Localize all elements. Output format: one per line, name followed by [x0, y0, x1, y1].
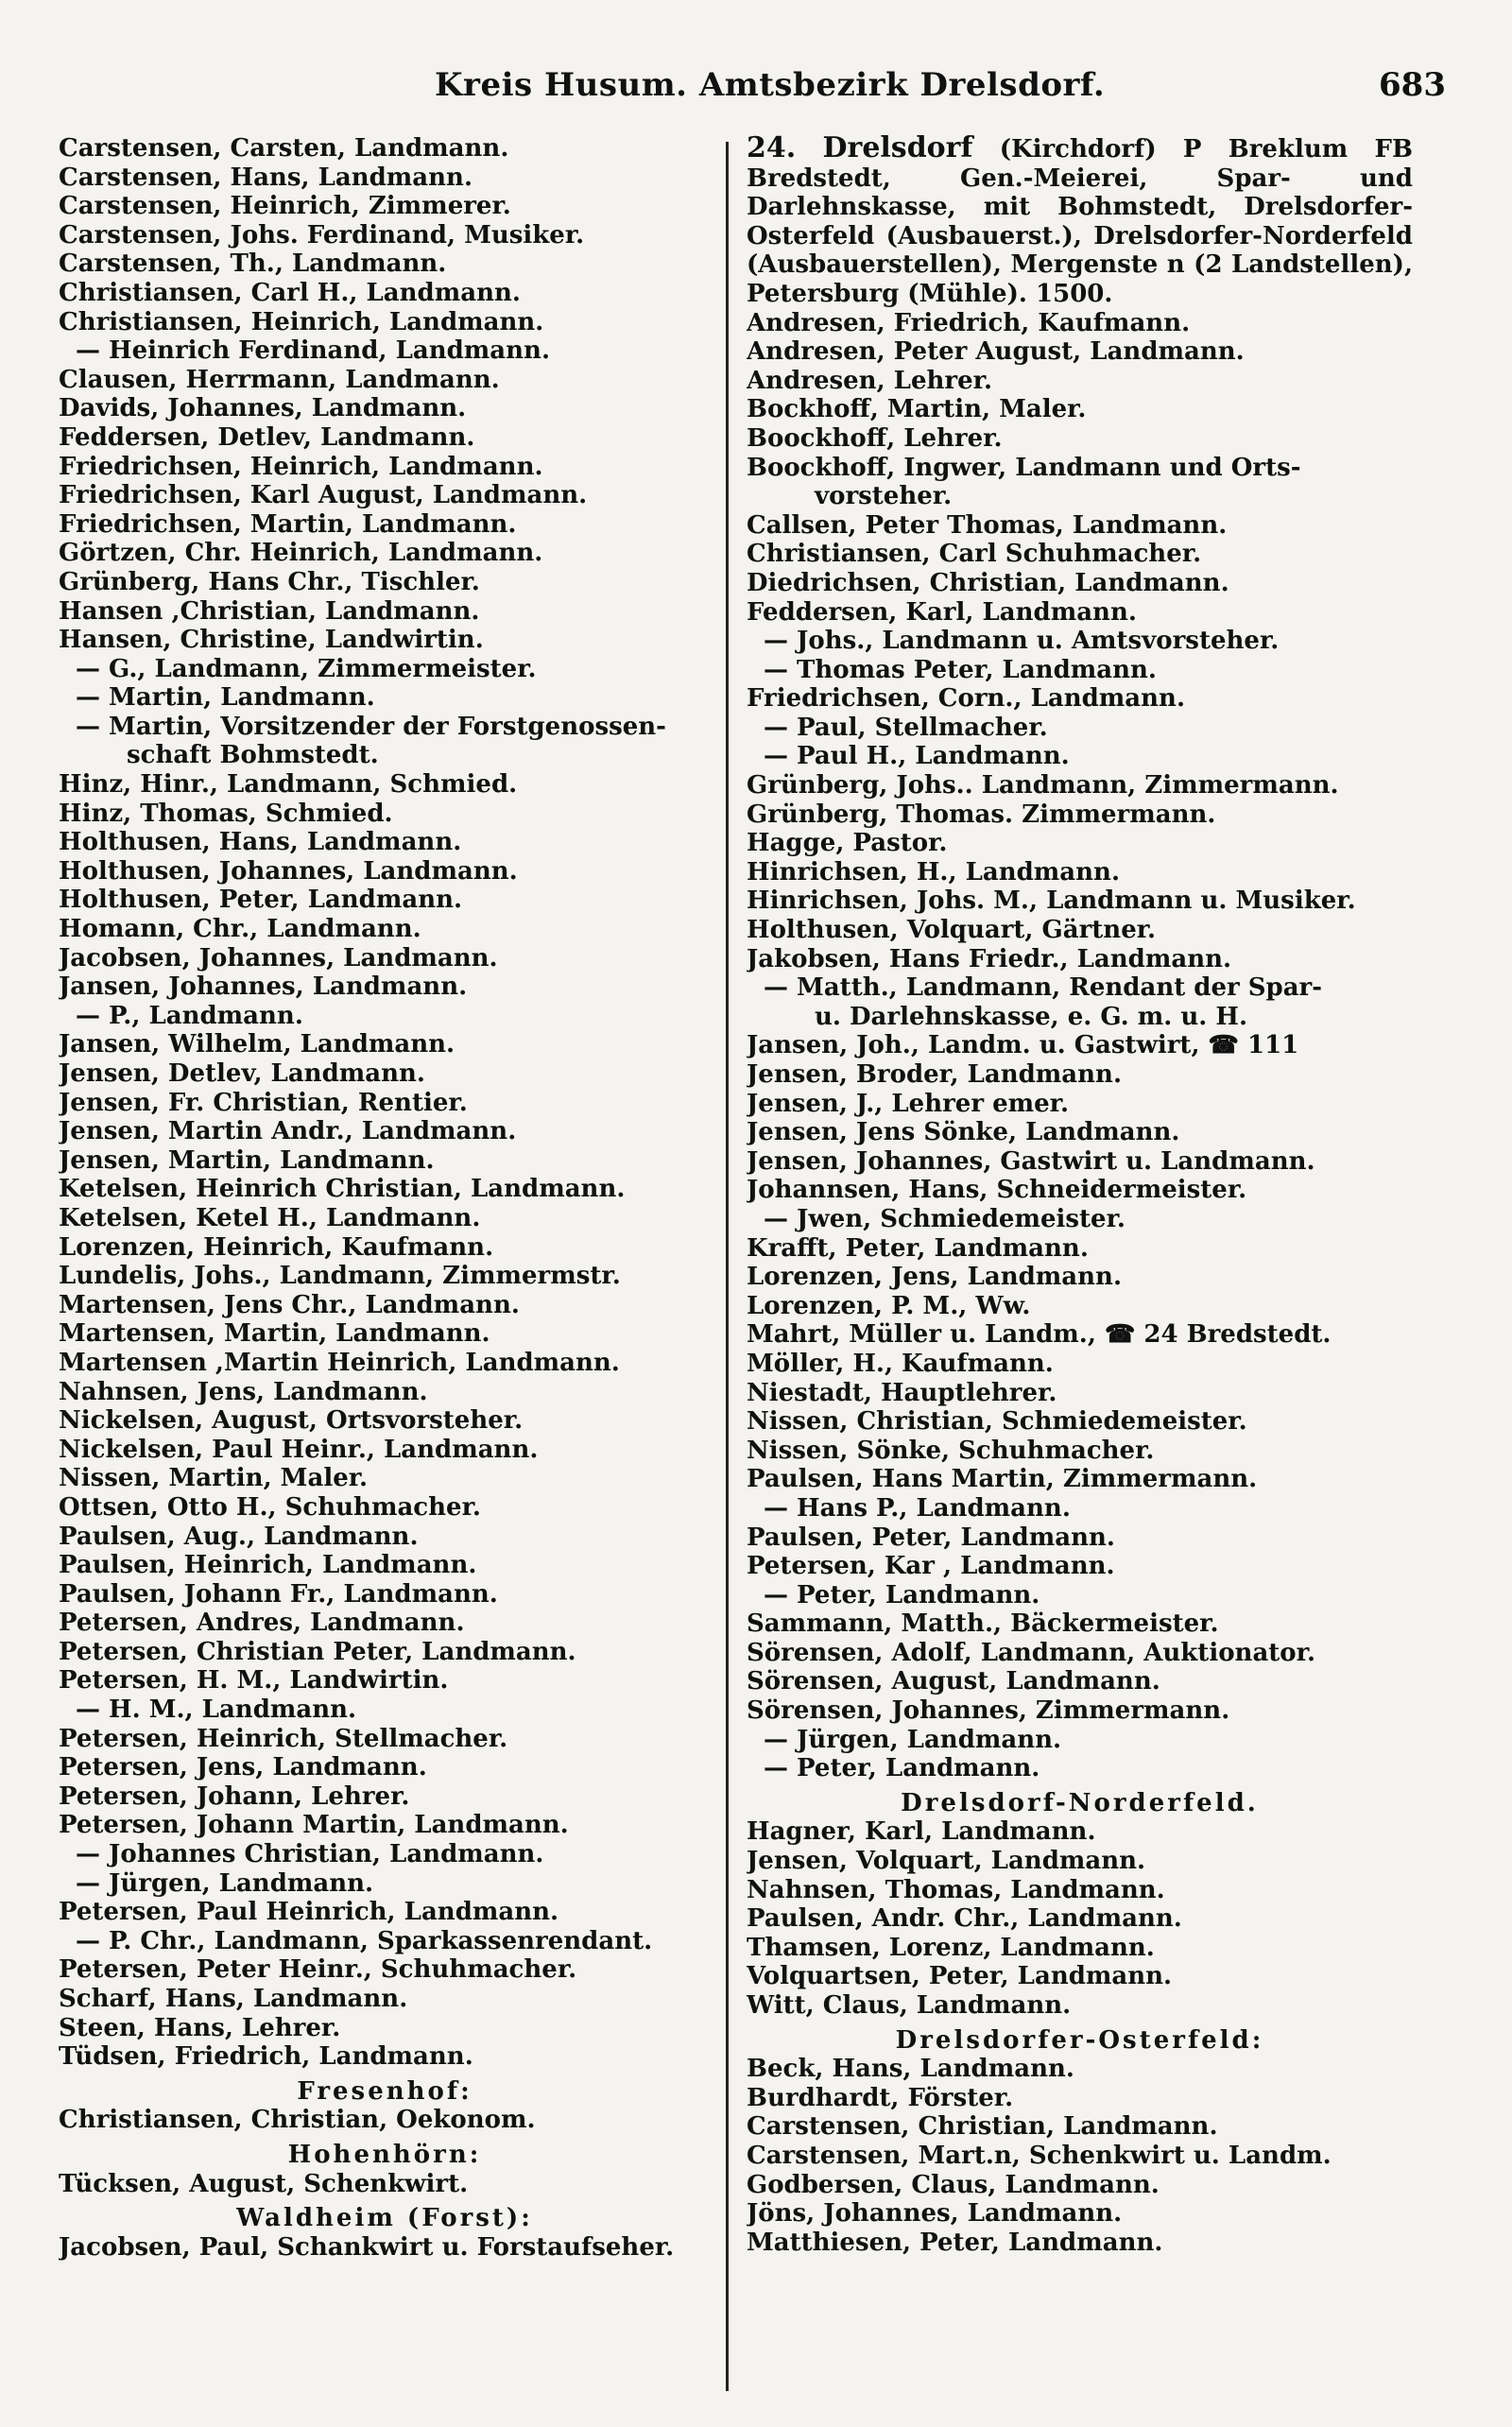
directory-entry: — Martin, Vorsitzender der Forstgenossen-	[76, 712, 666, 741]
page-number: 683	[1379, 66, 1446, 104]
directory-entry: Nissen, Christian, Schmiedemeister.	[747, 1407, 1247, 1437]
directory-entry: Lorenzen, Jens, Landmann.	[747, 1263, 1122, 1292]
directory-entry: Sörensen, August, Landmann.	[747, 1667, 1160, 1696]
directory-entry: Martensen, Martin, Landmann.	[59, 1319, 490, 1349]
directory-entry: Carstensen, Mart.n, Schenkwirt u. Landm.	[747, 2141, 1332, 2170]
column-divider	[726, 142, 729, 2391]
place-entry-intro	[747, 131, 1413, 309]
directory-entry: Scharf, Hans, Landmann.	[59, 1985, 408, 2013]
directory-entry: Carstensen, Th., Landmann.	[59, 250, 447, 279]
directory-entry: Thamsen, Lorenz, Landmann.	[747, 1933, 1155, 1962]
page-header	[57, 59, 1455, 115]
directory-entry: Matthiesen, Peter, Landmann.	[747, 2228, 1163, 2257]
directory-entry: Hinrichsen, Johs. M., Landmann u. Musiker.	[747, 886, 1356, 916]
directory-entry: — Jwen, Schmiedemeister.	[764, 1204, 1125, 1233]
directory-entry: Christiansen, Heinrich, Landmann.	[59, 307, 544, 336]
left-column	[59, 134, 711, 2262]
directory-entry: Martensen, Jens Chr., Landmann.	[59, 1290, 520, 1319]
directory-entry: Jensen, J., Lehrer emer.	[747, 1089, 1070, 1118]
directory-entry: Jansen, Johannes, Landmann.	[59, 973, 468, 1002]
directory-entry: Grünberg, Johs.. Landmann, Zimmermann.	[747, 771, 1339, 800]
directory-entry: Friedrichsen, Karl August, Landmann.	[59, 481, 588, 510]
directory-entry: Johannsen, Hans, Schneidermeister.	[747, 1176, 1247, 1205]
directory-entry: Nahnsen, Jens, Landmann.	[59, 1377, 428, 1406]
directory-entry: Christiansen, Carl H., Landmann.	[59, 278, 521, 307]
directory-entry: schaft Bohmstedt.	[127, 741, 379, 770]
directory-entry: Carstensen, Hans, Landmann.	[59, 163, 473, 192]
directory-entry: Petersen, H. M., Landwirtin.	[59, 1666, 449, 1695]
directory-entry: Boockhoff, Lehrer.	[747, 423, 1003, 453]
directory-entry: Homann, Chr., Landmann.	[59, 915, 421, 944]
directory-entry: Petersen, Andres, Landmann.	[59, 1609, 465, 1638]
directory-entry: Andresen, Peter August, Landmann.	[747, 337, 1245, 367]
directory-entry: — Matth., Landmann, Rendant der Spar-	[764, 973, 1323, 1003]
directory-entry: Jansen, Joh., Landm. u. Gastwirt, ☎ 111	[747, 1031, 1299, 1060]
directory-entry: Paulsen, Heinrich, Landmann.	[59, 1551, 477, 1580]
directory-entry: Jansen, Wilhelm, Landmann.	[59, 1030, 455, 1059]
directory-entry: Holthusen, Johannes, Landmann.	[59, 856, 518, 886]
directory-entry: Hagner, Karl, Landmann.	[747, 1817, 1096, 1847]
directory-entry: Paulsen, Hans Martin, Zimmermann.	[747, 1465, 1258, 1494]
directory-entry: Petersen, Peter Heinr., Schuhmacher.	[59, 1955, 577, 1985]
directory-entry: Tüdsen, Friedrich, Landmann.	[59, 2042, 473, 2072]
directory-entry: Friedrichsen, Martin, Landmann.	[59, 509, 517, 539]
directory-entry: Paulsen, Peter, Landmann.	[747, 1523, 1115, 1552]
section-heading: Drelsdorf-Norderfeld.	[901, 1788, 1259, 1817]
place-description: (Kirchdorf) P Breklum FB Bredstedt, Gen.-Meierei, Spar- und Darlehnskasse, mit Bohmstedt, Drelsdorfer-Osterfeld (Ausbauerst.), Drelsdorfer-Norderfeld (Ausbauerstellen), Mergenste n (2 Landstellen), Petersburg (Mühle). 1500.	[747, 135, 1413, 308]
directory-entry: Jensen, Johannes, Gastwirt u. Landmann.	[747, 1146, 1315, 1176]
directory-entry: Niestadt, Hauptlehrer.	[747, 1378, 1057, 1407]
directory-entry: Bockhoff, Martin, Maler.	[747, 395, 1087, 424]
section-heading: Fresenhof:	[297, 2076, 472, 2106]
directory-entry: Hagge, Pastor.	[747, 829, 948, 858]
directory-entry: Carstensen, Christian, Landmann.	[747, 2112, 1218, 2142]
directory-entry: Friedrichsen, Corn., Landmann.	[747, 684, 1186, 714]
directory-entry: Ketelsen, Ketel H., Landmann.	[59, 1203, 481, 1232]
directory-entry: Carstensen, Johs. Ferdinand, Musiker.	[59, 220, 585, 250]
directory-entry: Sörensen, Adolf, Landmann, Auktionator.	[747, 1638, 1315, 1667]
directory-entry: Lundelis, Johs., Landmann, Zimmermstr.	[59, 1262, 621, 1291]
directory-entry: Grünberg, Hans Chr., Tischler.	[59, 567, 480, 596]
directory-entry: Martensen ,Martin Heinrich, Landmann.	[59, 1348, 620, 1377]
directory-entry: — H. M., Landmann.	[76, 1695, 357, 1725]
directory-entry: Petersen, Paul Heinrich, Landmann.	[59, 1898, 559, 1927]
directory-entry: Jensen, Detlev, Landmann.	[59, 1059, 425, 1088]
running-title: Kreis Husum. Amtsbezirk Drelsdorf.	[435, 66, 1106, 104]
directory-entry: — P. Chr., Landmann, Sparkassenrendant.	[76, 1926, 653, 1955]
directory-entry: Holthusen, Peter, Landmann.	[59, 886, 463, 915]
directory-entry: — Jürgen, Landmann.	[764, 1725, 1062, 1754]
directory-entry: — Johs., Landmann u. Amtsvorsteher.	[764, 627, 1280, 656]
directory-entry: Petersen, Kar , Landmann.	[747, 1552, 1115, 1581]
directory-entry: Jensen, Martin Andr., Landmann.	[59, 1117, 517, 1146]
directory-entry: Ketelsen, Heinrich Christian, Landmann.	[59, 1175, 626, 1204]
directory-entry: Hinz, Hinr., Landmann, Schmied.	[59, 770, 518, 800]
right-entries	[747, 309, 1413, 2258]
directory-entry: Andresen, Friedrich, Kaufmann.	[747, 308, 1191, 337]
directory-entry: Hansen ,Christian, Landmann.	[59, 596, 480, 626]
directory-entry: Christiansen, Christian, Oekonom.	[59, 2106, 536, 2135]
directory-entry: Carstensen, Carsten, Landmann.	[59, 134, 509, 163]
directory-entry: Callsen, Peter Thomas, Landmann.	[747, 510, 1228, 540]
directory-entry: Clausen, Herrmann, Landmann.	[59, 365, 500, 394]
directory-entry: Hansen, Christine, Landwirtin.	[59, 626, 484, 655]
directory-entry: — Jürgen, Landmann.	[76, 1868, 374, 1898]
directory-entry: Petersen, Heinrich, Stellmacher.	[59, 1724, 508, 1753]
directory-entry: Hinz, Thomas, Schmied.	[59, 799, 393, 828]
directory-entry: Davids, Johannes, Landmann.	[59, 394, 467, 423]
directory-entry: Nissen, Martin, Maler.	[59, 1464, 369, 1493]
directory-entry: — Heinrich Ferdinand, Landmann.	[76, 336, 550, 366]
directory-entry: Petersen, Johann, Lehrer.	[59, 1782, 410, 1811]
directory-entry: — Peter, Landmann.	[764, 1754, 1040, 1783]
directory-entry: Petersen, Jens, Landmann.	[59, 1753, 427, 1782]
directory-entry: Sörensen, Johannes, Zimmermann.	[747, 1696, 1230, 1726]
directory-entry: Petersen, Johann Martin, Landmann.	[59, 1811, 569, 1840]
directory-entry: Christiansen, Carl Schuhmacher.	[747, 540, 1202, 569]
directory-entry: Hinrichsen, H., Landmann.	[747, 857, 1120, 886]
directory-entry: — P., Landmann.	[76, 1001, 303, 1030]
place-number: 24.	[747, 131, 797, 164]
directory-entry: Beck, Hans, Landmann.	[747, 2055, 1074, 2084]
directory-entry: Möller, H., Kaufmann.	[747, 1349, 1054, 1378]
directory-entry: Nickelsen, August, Ortsvorsteher.	[59, 1406, 524, 1436]
directory-entry: Petersen, Christian Peter, Landmann.	[59, 1637, 576, 1666]
directory-entry: Jensen, Fr. Christian, Rentier.	[59, 1088, 468, 1117]
directory-entry: — Johannes Christian, Landmann.	[76, 1840, 544, 1869]
directory-entry: Volquartsen, Peter, Landmann.	[747, 1962, 1173, 1991]
place-name: Drelsdorf	[822, 131, 973, 164]
section-heading: Hohenhörn:	[287, 2140, 482, 2169]
directory-entry: Nissen, Sönke, Schuhmacher.	[747, 1436, 1155, 1465]
directory-entry: Jakobsen, Hans Friedr., Landmann.	[747, 944, 1232, 973]
directory-entry: Jacobsen, Johannes, Landmann.	[59, 943, 498, 973]
directory-entry: Jensen, Martin, Landmann.	[59, 1145, 435, 1175]
directory-entry: Burdhardt, Förster.	[747, 2083, 1014, 2112]
directory-entry: Lorenzen, P. M., Ww.	[747, 1291, 1031, 1320]
directory-entry: vorsteher.	[815, 482, 953, 511]
directory-entry: Andresen, Lehrer.	[747, 366, 993, 395]
directory-entry: Mahrt, Müller u. Landm., ☎ 24 Bredstedt.	[747, 1320, 1332, 1350]
directory-entry: Holthusen, Volquart, Gärtner.	[747, 916, 1157, 945]
directory-entry: — Thomas Peter, Landmann.	[764, 655, 1157, 684]
directory-entry: Sammann, Matth., Bäckermeister.	[747, 1609, 1219, 1639]
section-heading: Waldheim (Forst):	[236, 2204, 533, 2233]
directory-entry: Jensen, Broder, Landmann.	[747, 1060, 1123, 1089]
directory-entry: Friedrichsen, Heinrich, Landmann.	[59, 452, 543, 481]
directory-entry: Jensen, Volquart, Landmann.	[747, 1847, 1146, 1876]
directory-entry: Steen, Hans, Lehrer.	[59, 2013, 341, 2042]
directory-entry: Krafft, Peter, Landmann.	[747, 1233, 1089, 1263]
directory-entry: Carstensen, Heinrich, Zimmerer.	[59, 192, 511, 221]
directory-entry: — G., Landmann, Zimmermeister.	[76, 654, 537, 683]
directory-entry: Lorenzen, Heinrich, Kaufmann.	[59, 1232, 494, 1262]
directory-entry: Diedrichsen, Christian, Landmann.	[747, 568, 1229, 597]
directory-entry: Grünberg, Thomas. Zimmermann.	[747, 800, 1216, 829]
directory-entry: — Paul, Stellmacher.	[764, 713, 1048, 742]
directory-entry: Jacobsen, Paul, Schankwirt u. Forstaufseher.	[59, 2232, 675, 2262]
directory-entry: Feddersen, Karl, Landmann.	[747, 597, 1137, 627]
directory-entry: Tücksen, August, Schenkwirt.	[59, 2169, 469, 2198]
directory-entry: Paulsen, Andr. Chr., Landmann.	[747, 1904, 1182, 1934]
section-heading: Drelsdorfer-Osterfeld:	[895, 2025, 1264, 2055]
directory-entry: Feddersen, Detlev, Landmann.	[59, 422, 475, 452]
directory-entry: Witt, Claus, Landmann.	[747, 1991, 1072, 2020]
right-column	[747, 131, 1413, 2257]
directory-entry: — Hans P., Landmann.	[764, 1493, 1071, 1523]
directory-entry: Paulsen, Aug., Landmann.	[59, 1522, 419, 1551]
directory-entry: — Peter, Landmann.	[764, 1580, 1040, 1609]
directory-entry: Görtzen, Chr. Heinrich, Landmann.	[59, 539, 543, 568]
directory-entry: Boockhoff, Ingwer, Landmann und Orts-	[747, 453, 1301, 482]
directory-entry: u. Darlehnskasse, e. G. m. u. H.	[815, 1002, 1248, 1031]
directory-entry: Ottsen, Otto H., Schuhmacher.	[59, 1492, 481, 1522]
directory-entry: Nahnsen, Thomas, Landmann.	[747, 1875, 1165, 1904]
directory-entry: Paulsen, Johann Fr., Landmann.	[59, 1579, 498, 1609]
directory-entry: Jöns, Johannes, Landmann.	[747, 2199, 1123, 2229]
directory-entry: — Paul H., Landmann.	[764, 742, 1070, 771]
directory-entry: Jensen, Jens Sönke, Landmann.	[747, 1118, 1180, 1147]
directory-entry: Nickelsen, Paul Heinr., Landmann.	[59, 1435, 539, 1464]
directory-entry: Godbersen, Claus, Landmann.	[747, 2170, 1160, 2199]
directory-entry: Holthusen, Hans, Landmann.	[59, 828, 462, 857]
directory-entry: — Martin, Landmann.	[76, 683, 375, 713]
